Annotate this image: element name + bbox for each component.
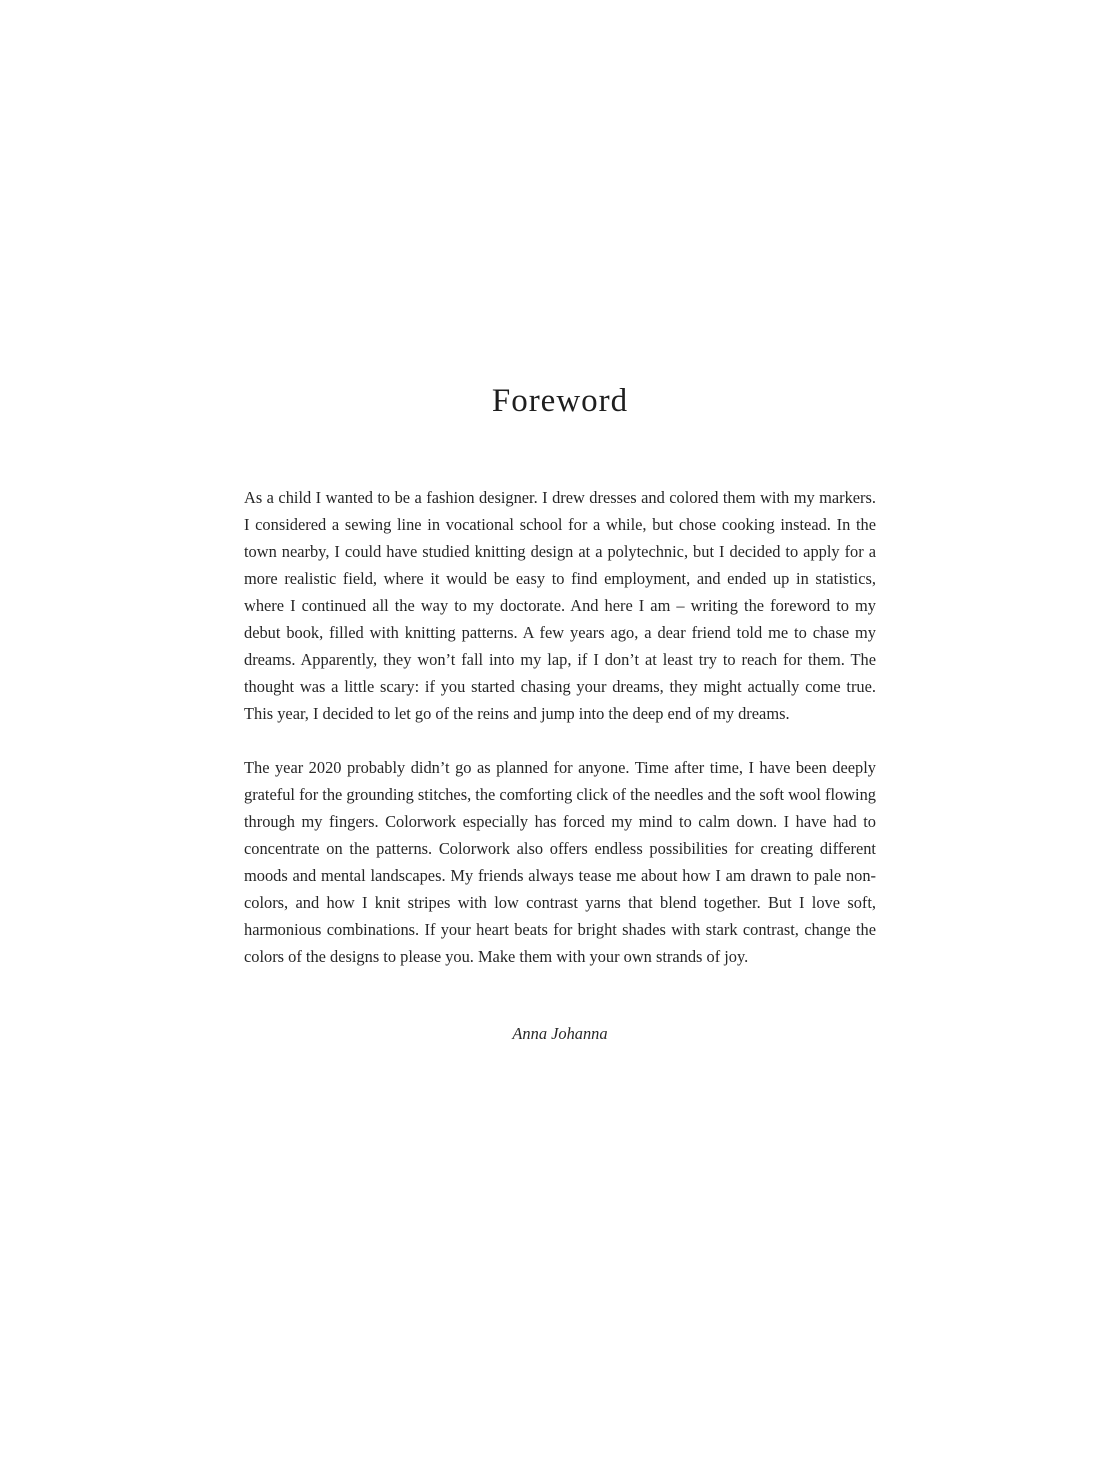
foreword-paragraph-2: The year 2020 probably didn’t go as planned for anyone. Time after time, I have been deeply grateful for the grounding stitches, the comforting click of the needles and the soft wool flowing through my fingers. Colorwork especially has forced my mind to calm down. I have had to concentrate on the patterns. Colorwork also offers endless possibilities for creating different moods and mental landscapes. My friends always tease me about how I am drawn to pale non-colors, and how I knit stripes with low contrast yarns that blend together. But I love soft, harmonious combinations. If your heart beats for bright shades with stark contrast, change the colors of the designs to please you. Make them with your own strands of joy.: [244, 758, 876, 966]
page-title: Foreword: [491, 383, 629, 419]
foreword-paragraph-1: As a child I wanted to be a fashion designer. I drew dresses and colored them with my markers. I considered a sewing line in vocational school for a while, but chose cooking instead. In the town nearby, I could have studied knitting design at a polytechnic, but I decided to apply for a more realistic field, where it would be easy to find employment, and ended up in statistics, where I continued all the way to my doctorate. And here I am – writing the foreword to my debut book, filled with knitting patterns. A few years ago, a dear friend told me to chase my dreams. Apparently, they won’t fall into my lap, if I don’t at least try to reach for them. The thought was a little scary: if you started chasing your dreams, they might actually come true. This year, I decided to let go of the reins and jump into the deep end of my dreams.: [244, 488, 876, 723]
author-signature: Anna Johanna: [512, 1024, 608, 1043]
